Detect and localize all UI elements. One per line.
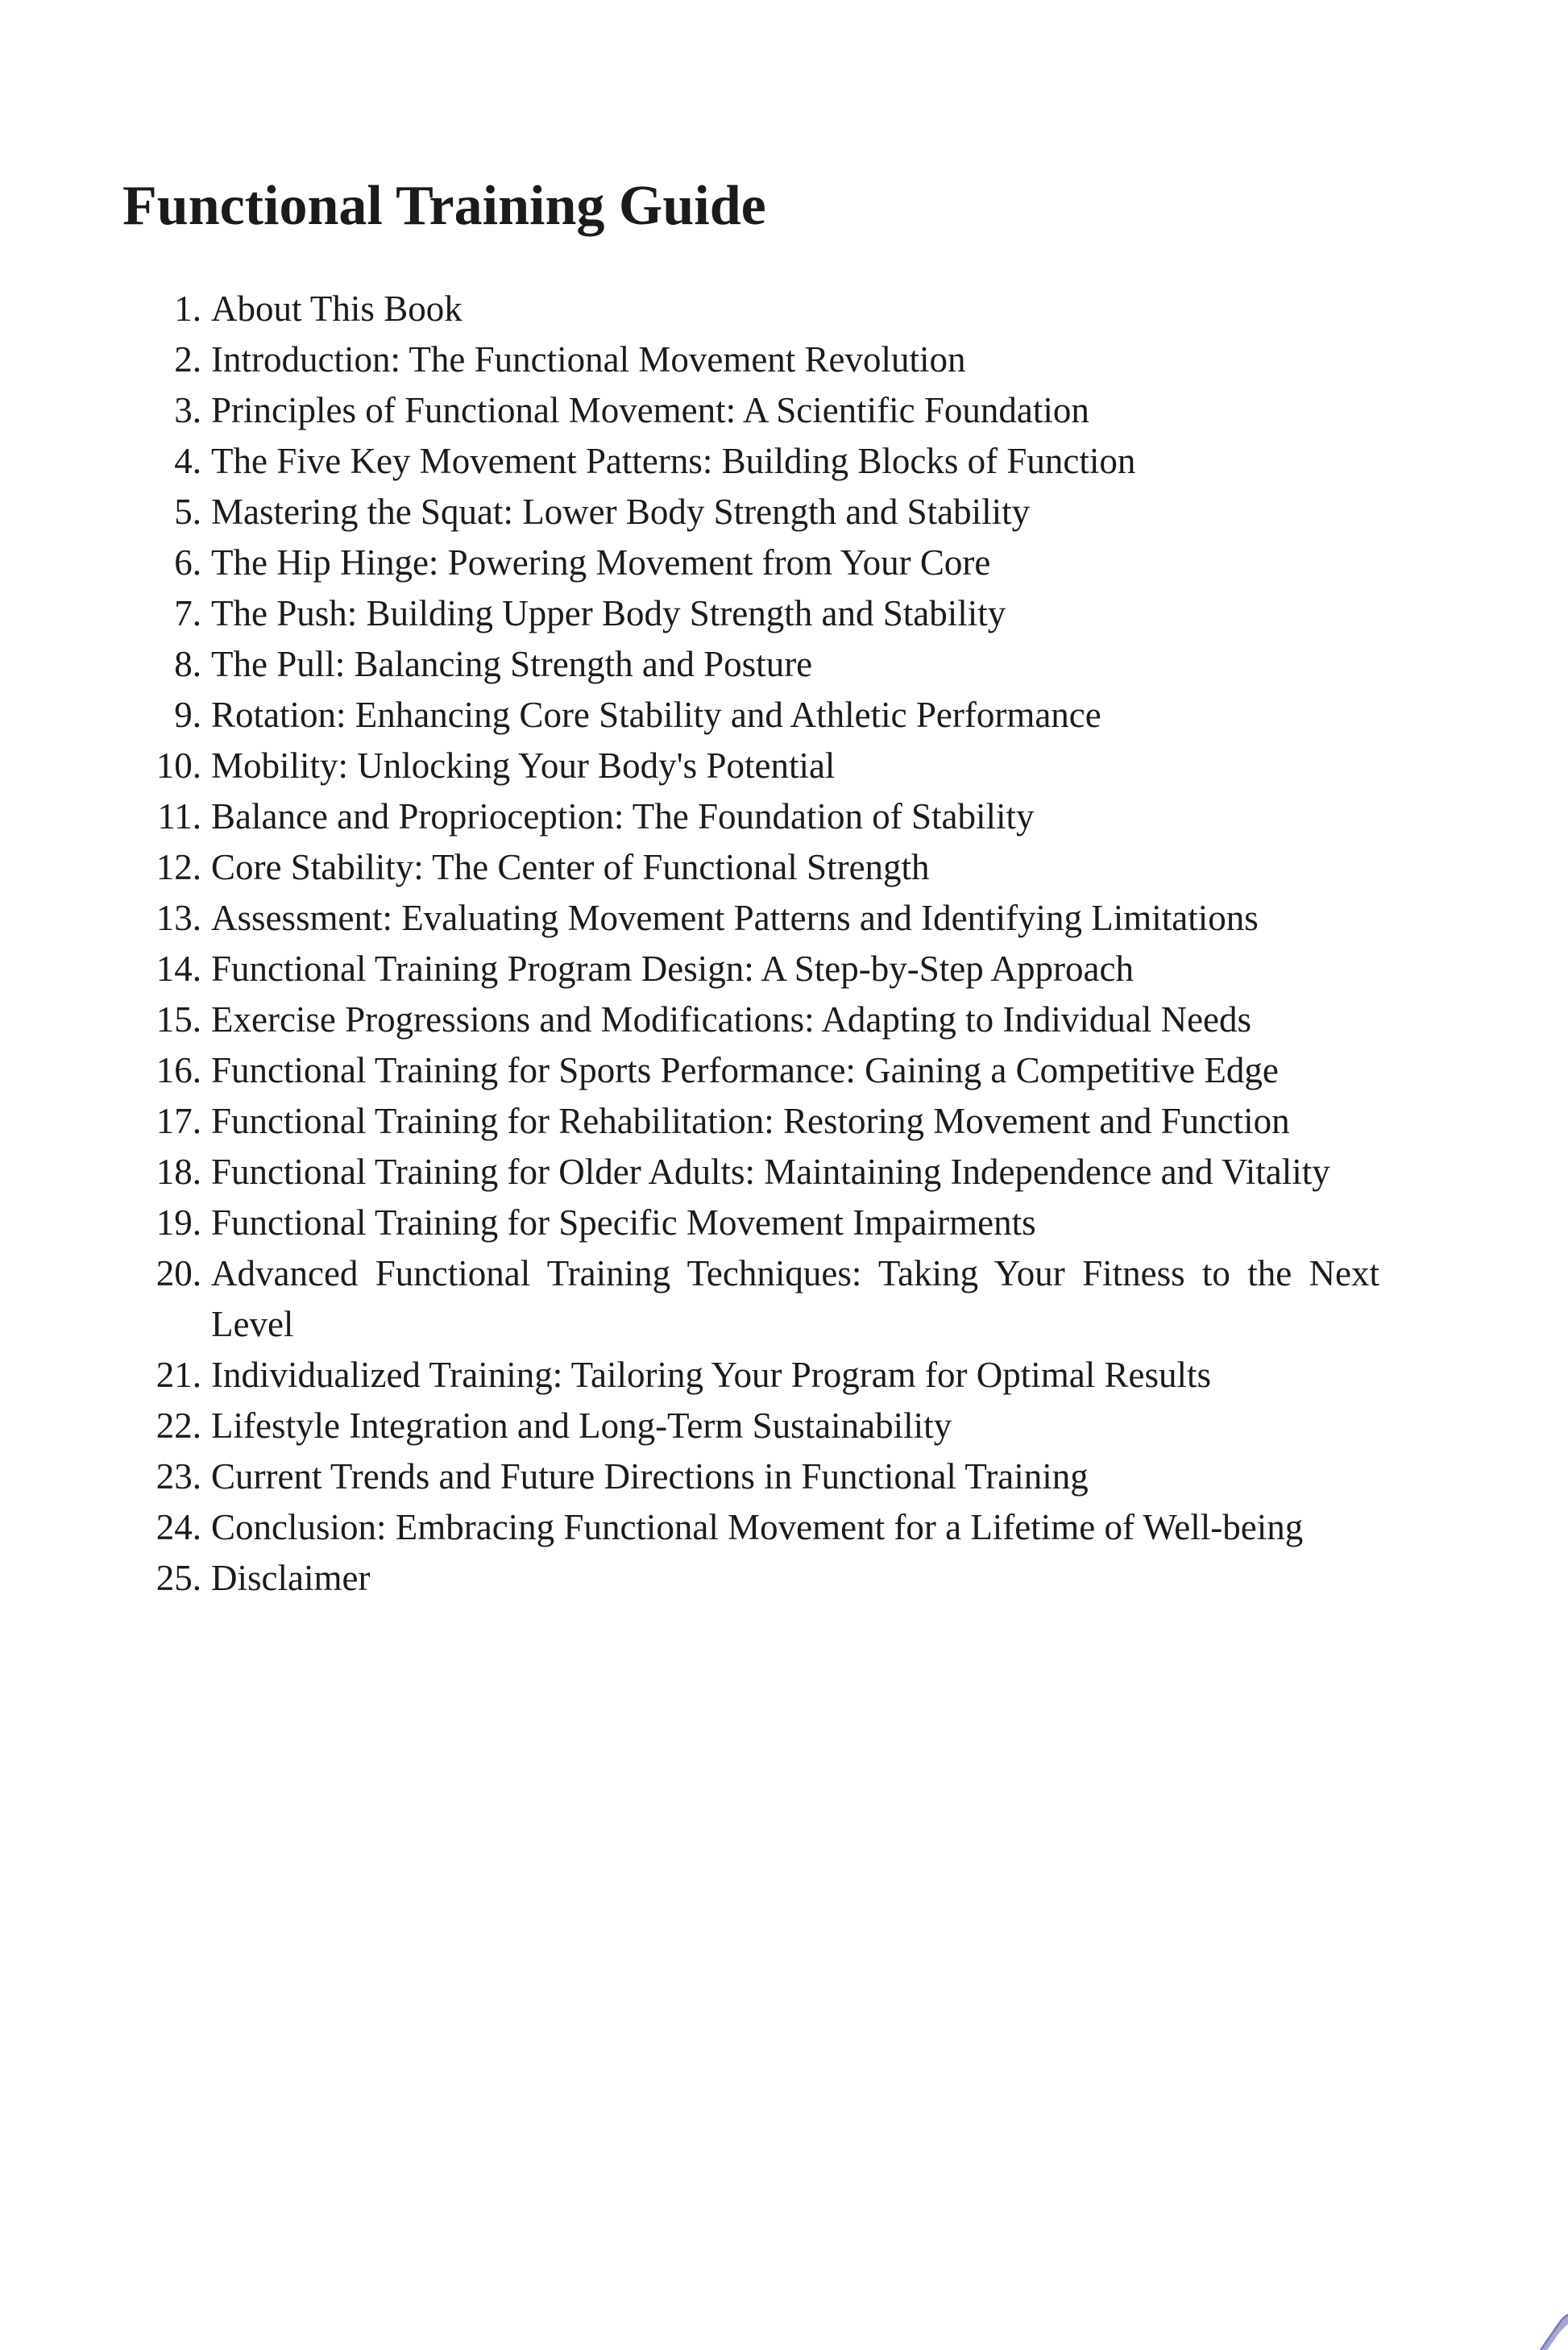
toc-entry[interactable]	[125, 791, 1379, 842]
toc-entry[interactable]	[125, 944, 1379, 994]
toc-entry-number: 1.	[174, 289, 201, 329]
toc-entry-number: 2.	[174, 339, 201, 380]
toc-entry-label: Rotation: Enhancing Core Stability and Athletic Performance	[211, 695, 1101, 735]
toc-entry[interactable]	[125, 334, 1379, 385]
toc-entry-number: 17.	[156, 1101, 201, 1141]
toc-entry-number: 24.	[156, 1507, 201, 1547]
toc-entry[interactable]	[125, 538, 1379, 588]
toc-entry-number: 20.	[156, 1253, 201, 1293]
toc-entry[interactable]	[125, 1451, 1379, 1502]
toc-entry-number: 25.	[156, 1558, 201, 1598]
toc-entry[interactable]	[125, 1248, 1379, 1350]
toc-entry-label: Disclaimer	[211, 1558, 371, 1598]
toc-entry[interactable]	[125, 1096, 1379, 1147]
toc-entry-number: 14.	[156, 949, 201, 989]
toc-entry-label: The Pull: Balancing Strength and Posture	[211, 644, 813, 684]
toc-entry[interactable]	[125, 284, 1379, 334]
toc-entry[interactable]	[125, 741, 1379, 791]
toc-entry-number: 12.	[156, 847, 201, 887]
toc-entry[interactable]	[125, 639, 1379, 690]
toc-entry[interactable]	[125, 436, 1379, 487]
toc-entry-number: 21.	[156, 1355, 201, 1395]
toc-entry-label: Functional Training Program Design: A Step-by-Step Approach	[211, 949, 1134, 989]
toc-entry-label: Mobility: Unlocking Your Body's Potential	[211, 745, 836, 786]
toc-entry-number: 3.	[174, 390, 201, 430]
toc-entry-label: Conclusion: Embracing Functional Movement for a Lifetime of Well-being	[211, 1507, 1304, 1547]
toc-entry-label: Principles of Functional Movement: A Scientific Foundation	[211, 390, 1089, 430]
toc-entry-number: 5.	[174, 492, 201, 532]
toc-entry-label: Advanced Functional Training Techniques: Taking Your Fitness to the Next Level	[211, 1253, 1379, 1344]
toc-entry[interactable]	[125, 1147, 1379, 1198]
toc-entry-number: 7.	[174, 593, 201, 633]
toc-entry[interactable]	[125, 1350, 1379, 1401]
toc-entry[interactable]	[125, 1401, 1379, 1451]
toc-entry-label: Current Trends and Future Directions in Functional Training	[211, 1456, 1089, 1497]
toc-entry-label: Functional Training for Rehabilitation: Restoring Movement and Function	[211, 1101, 1290, 1141]
toc-entry-number: 11.	[157, 796, 201, 837]
toc-entry[interactable]	[125, 893, 1379, 944]
toc-entry-number: 18.	[156, 1152, 201, 1192]
toc-entry-number: 15.	[156, 999, 201, 1040]
toc-entry-label: Balance and Proprioception: The Foundation of Stability	[211, 796, 1035, 837]
toc-entry[interactable]	[125, 385, 1379, 436]
toc-entry-label: Functional Training for Sports Performance: Gaining a Competitive Edge	[211, 1050, 1279, 1090]
toc-entry-number: 23.	[156, 1456, 201, 1497]
toc-entry[interactable]	[125, 994, 1379, 1045]
toc-entry-number: 6.	[174, 542, 201, 583]
toc-entry[interactable]	[125, 1553, 1379, 1604]
toc-entry[interactable]	[125, 1502, 1379, 1553]
toc-entry-label: Functional Training for Specific Movement Impairments	[211, 1202, 1036, 1243]
toc-entry-label: Introduction: The Functional Movement Revolution	[211, 339, 966, 380]
toc-entry-label: Lifestyle Integration and Long-Term Sustainability	[211, 1405, 952, 1446]
toc-entry-label: Mastering the Squat: Lower Body Strength and Stability	[211, 492, 1031, 532]
checkmark-icon	[1531, 2305, 1568, 2350]
toc-entry[interactable]	[125, 690, 1379, 741]
toc-list	[125, 284, 1379, 1604]
toc-entry-number: 13.	[156, 898, 201, 938]
toc-entry-label: The Five Key Movement Patterns: Building Blocks of Function	[211, 441, 1136, 481]
toc-entry-label: Core Stability: The Center of Functional Strength	[211, 847, 930, 887]
toc-entry-number: 19.	[156, 1202, 201, 1243]
toc-entry-number: 9.	[174, 695, 201, 735]
toc-entry[interactable]	[125, 842, 1379, 893]
toc-entry-number: 4.	[174, 441, 201, 481]
toc-entry[interactable]	[125, 588, 1379, 639]
toc-entry[interactable]	[125, 487, 1379, 538]
page-title: Functional Training Guide	[122, 175, 766, 237]
toc-entry-label: The Hip Hinge: Powering Movement from Your Core	[211, 542, 991, 583]
toc-entry[interactable]	[125, 1198, 1379, 1248]
toc-entry-label: Functional Training for Older Adults: Maintaining Independence and Vitality	[211, 1152, 1330, 1192]
toc-entry-number: 10.	[156, 745, 201, 786]
toc-entry-number: 8.	[174, 644, 201, 684]
toc-entry-label: Individualized Training: Tailoring Your Program for Optimal Results	[211, 1355, 1211, 1395]
toc-entry-label: The Push: Building Upper Body Strength and Stability	[211, 593, 1006, 633]
toc-entry-number: 22.	[156, 1405, 201, 1446]
toc-entry-label: About This Book	[211, 289, 463, 329]
toc-entry-label: Assessment: Evaluating Movement Patterns and Identifying Limitations	[211, 898, 1259, 938]
toc-entry[interactable]	[125, 1045, 1379, 1096]
toc-entry-label: Exercise Progressions and Modifications: Adapting to Individual Needs	[211, 999, 1252, 1040]
toc-entry-number: 16.	[156, 1050, 201, 1090]
